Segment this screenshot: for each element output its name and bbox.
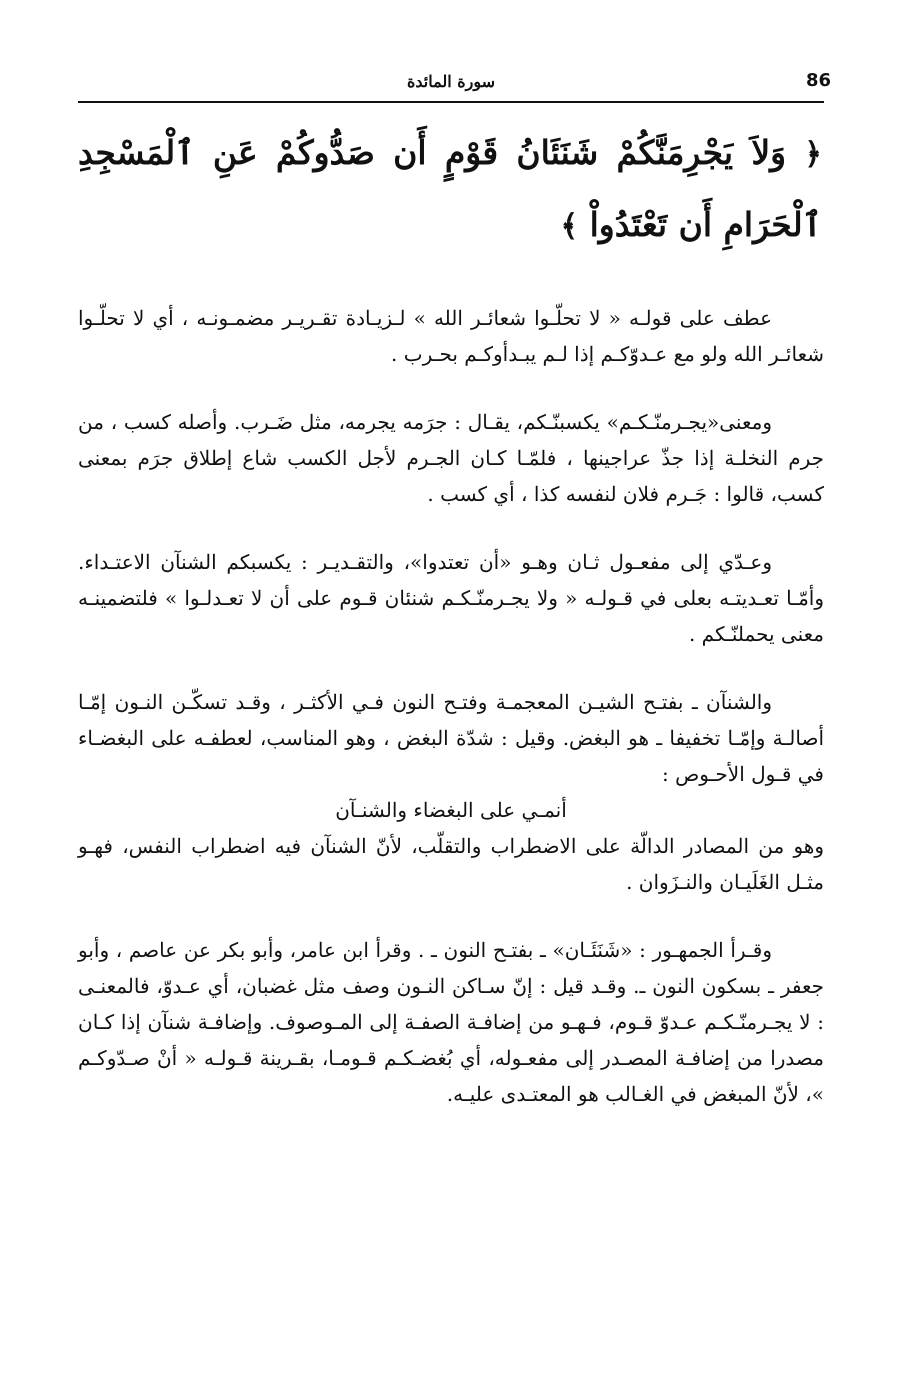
- commentary-paragraph-6: وقـرأ الجمهـور : «شَنَئَـان» ـ بفتـح النون ـ . وقرأ ابن عامر، وأبو بكر عن عاصم ، وأبو جعفر ـ بسكون النون ـ. وقـد قيل : إنّ سـاكن النـون وصف مثل غضبان، أي عـدوّ، فالمعنـى : لا يجـرمنّـكـم عـدوّ قـوم، فـهـو من إضافـة الصفـة إلى المـوصوف. وإضافـة شنآن إذا كـان مصدرا من إضافـة المصـدر إلى مفعـوله، أي بُغضـكـم قـومـا، بقـرينة قـولـه « أنْ صـدّوكـم »، لأنّ المبغض في الغـالب هو المعتـدى عليـه.: [78, 938, 824, 1106]
- commentary-paragraph-4: والشنآن ـ بفتـح الشيـن المعجمـة وفتـح النون فـي الأكثـر ، وقـد تسكّـن النـون إمّـا أصالـة وإمّـا تخفيفا ـ هو البغض. وقيل : شدّة البغض ، وهو المناسب، لعطفـه على البغضـاء في قـول الأحـوص :: [78, 690, 824, 786]
- verse-open-ornament: ﴿: [804, 137, 822, 172]
- commentary-paragraph-2: ومعنى«يجـرمنّـكـم» يكسبنّـكم، يقـال : جرَمه يجرمه، مثل ضَـرب. وأصله كسب ، من جرم النخلـة إذا جذّ عراجينها ، فلمّـا كـان الجـرم لأجل الكسب شاع إطلاق جرَم بمعنى كسب، قالوا : جَـرم فلان لنفسه كذا ، أي كسب .: [78, 410, 824, 506]
- page-header: [78, 66, 832, 100]
- page-body: [78, 118, 824, 1144]
- commentary-paragraph-3: وعـدّي إلى مفعـول ثـان وهـو «أن تعتدوا»، والتقـديـر : يكسبكم الشنآن الاعتـداء. وأمّـا تعـديتـه بعلى في قـولـه « ولا يجـرمنّـكـم شنئان قـوم على أن لا تعـدلـوا » فلتضمينـه معنى يحملنّـكم .: [78, 550, 824, 646]
- poem-verse: أنمـي على البغضاء والشنـآن: [335, 798, 567, 822]
- quran-verse: [78, 118, 824, 262]
- surah-title: سورة المائدة: [406, 72, 496, 91]
- header-divider: [78, 101, 824, 103]
- commentary-paragraph-1: عطف على قولـه « لا تحلّـوا شعائـر الله » لـزيـادة تقـريـر مضمـونـه ، أي لا تحلّـوا شعائـر الله ولو مع عـدوّكـم إذا لـم يبـدأوكـم بحـرب .: [78, 306, 824, 366]
- commentary-paragraph-5: وهو من المصادر الدالّة على الاضطراب والتقلّب، لأنّ الشنآن فيه اضطراب النفس، فهـو مثـل الغَلَيـان والنـزَوان .: [78, 834, 824, 894]
- verse-text: وَلاَ يَجْرِمَنَّكُمْ شَنَئَانُ قَوْمٍ أَن صَدُّوكُمْ عَنِ ٱلْمَسْجِدِ ٱلْحَرَامِ أَن تَعْتَدُواْ: [78, 133, 822, 244]
- page-number: 86: [806, 70, 832, 91]
- verse-close-ornament: ﴾: [560, 209, 579, 244]
